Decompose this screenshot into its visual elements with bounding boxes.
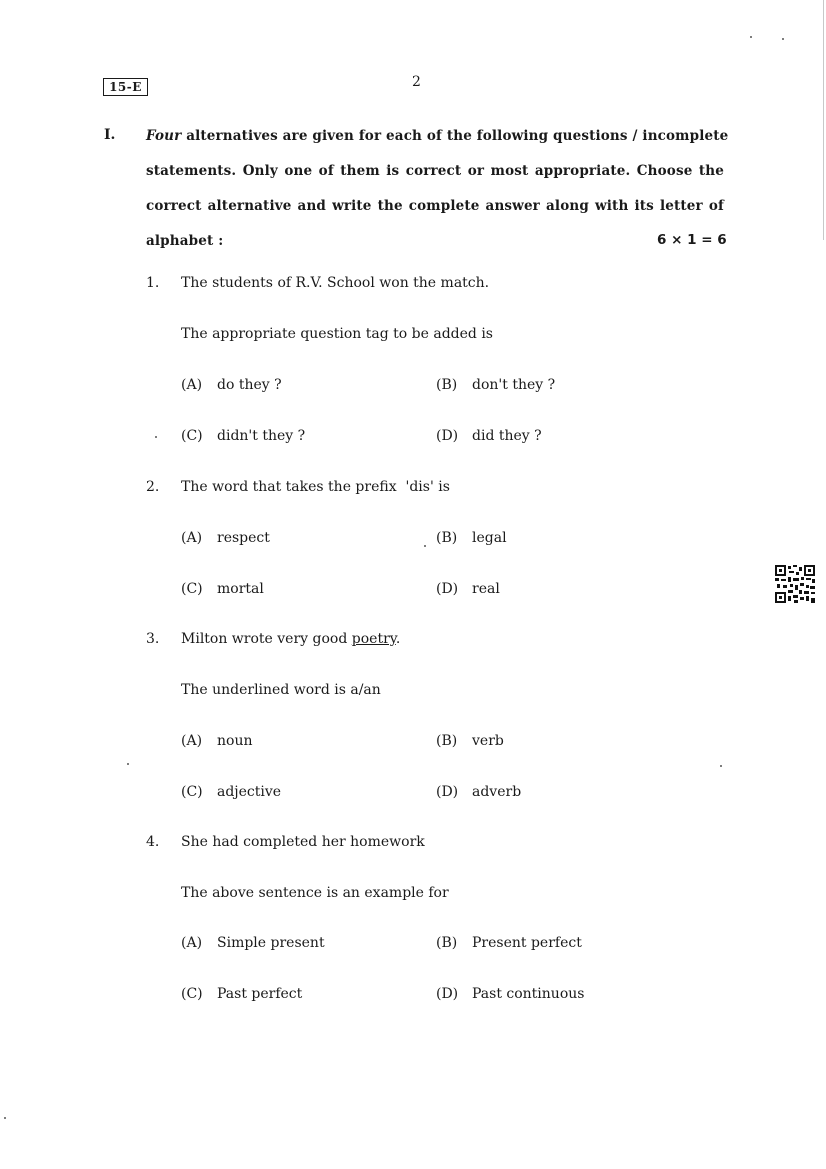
q3-option-b-text: verb <box>472 733 504 749</box>
scan-edge-line <box>823 0 824 240</box>
question-1-number: 1. <box>146 275 160 291</box>
question-1-text: The students of R.V. School won the match. <box>181 275 490 291</box>
scan-speck <box>127 763 129 765</box>
question-3-number: 3. <box>146 631 160 647</box>
page-number: 2 <box>412 74 421 90</box>
question-2-number: 2. <box>146 479 160 495</box>
q1-option-c-letter: (C) <box>181 428 203 444</box>
q4-option-a-text: Simple present <box>217 935 325 951</box>
q3-option-d-letter: (D) <box>436 784 459 800</box>
instruction-line-3: correct alternative and write the complete answer along with its letter of <box>146 198 724 214</box>
q1-option-b-letter: (B) <box>436 377 458 393</box>
q1-option-a-letter: (A) <box>181 377 203 393</box>
scan-speck <box>720 765 722 767</box>
q3-option-c-letter: (C) <box>181 784 203 800</box>
q4-option-b-letter: (B) <box>436 935 458 951</box>
q3-option-a-letter: (A) <box>181 733 203 749</box>
q4-option-d-letter: (D) <box>436 986 459 1002</box>
instruction-line-2: statements. Only one of them is correct or most appropriate. Choose the <box>146 163 724 179</box>
q3-option-d-text: adverb <box>472 784 522 800</box>
qr-code-icon <box>775 565 815 603</box>
scan-speck <box>424 545 426 547</box>
question-4-text: She had completed her homework <box>181 834 425 850</box>
question-3-text <box>181 631 400 647</box>
instruction-line-4: alphabet : <box>146 233 224 249</box>
instruction-lead-word: Four <box>146 128 182 144</box>
instruction-line-1-text: alternatives are given for each of the following questions / incomplete <box>181 128 729 144</box>
q2-option-b-letter: (B) <box>436 530 458 546</box>
scan-speck <box>750 36 752 38</box>
q1-option-b-text: don't they ? <box>472 377 556 393</box>
q4-option-c-text: Past perfect <box>217 986 303 1002</box>
instruction-line-1 <box>146 128 729 144</box>
q3-option-a-text: noun <box>217 733 253 749</box>
q2-option-d-text: real <box>472 581 500 597</box>
question-4-number: 4. <box>146 834 160 850</box>
q2-option-c-text: mortal <box>217 581 264 597</box>
scan-speck <box>155 436 157 438</box>
question-3-prompt: The underlined word is a/an <box>181 682 381 698</box>
q3-option-c-text: adjective <box>217 784 282 800</box>
q4-option-b-text: Present perfect <box>472 935 582 951</box>
q4-option-c-letter: (C) <box>181 986 203 1002</box>
q1-option-a-text: do they ? <box>217 377 282 393</box>
marks-allocation: 6 × 1 = 6 <box>657 232 727 248</box>
scan-speck <box>4 1117 6 1119</box>
paper-code-box: 15-E <box>103 78 148 96</box>
question-1-prompt: The appropriate question tag to be added is <box>181 326 493 342</box>
question-2-text: The word that takes the prefix 'dis' is <box>181 479 450 495</box>
q4-option-a-letter: (A) <box>181 935 203 951</box>
q1-option-d-letter: (D) <box>436 428 459 444</box>
question-3-text-after: . <box>395 631 401 647</box>
q3-option-b-letter: (B) <box>436 733 458 749</box>
q1-option-d-text: did they ? <box>472 428 542 444</box>
q2-option-a-text: respect <box>217 530 270 546</box>
question-3-underlined-word: poetry <box>351 631 396 647</box>
section-number: I. <box>104 127 116 143</box>
q2-option-b-text: legal <box>472 530 507 546</box>
scan-speck <box>782 38 784 40</box>
q2-option-a-letter: (A) <box>181 530 203 546</box>
q2-option-c-letter: (C) <box>181 581 203 597</box>
q2-option-d-letter: (D) <box>436 581 459 597</box>
q1-option-c-text: didn't they ? <box>217 428 306 444</box>
q4-option-d-text: Past continuous <box>472 986 585 1002</box>
question-4-prompt: The above sentence is an example for <box>181 885 449 901</box>
question-3-text-before: Milton wrote very good <box>181 631 352 647</box>
